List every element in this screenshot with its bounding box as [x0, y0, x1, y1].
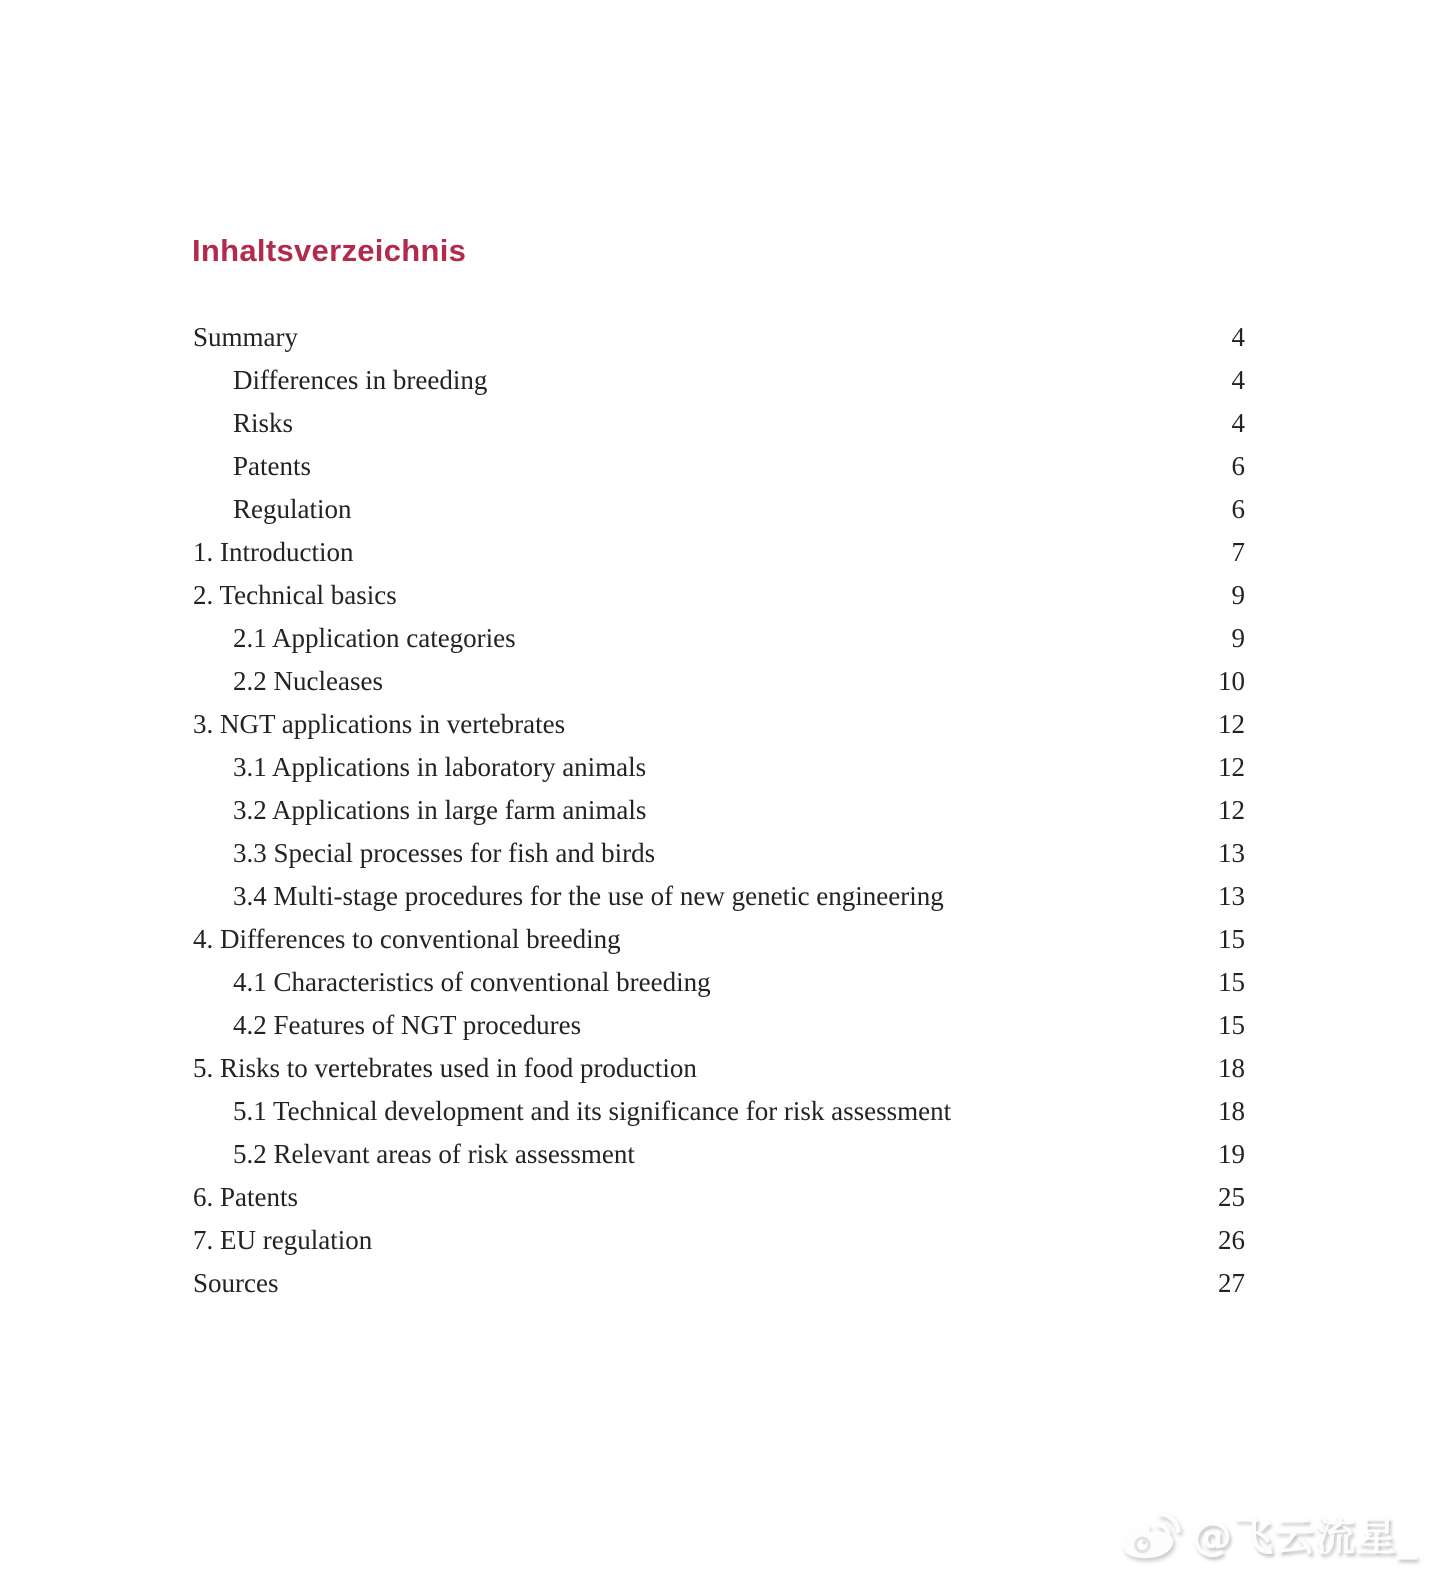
toc-entry-page: 9: [1231, 623, 1245, 653]
toc-entry[interactable]: [193, 359, 1245, 402]
toc-entry[interactable]: [193, 445, 1245, 488]
toc-entry-label[interactable]: 1. Introduction: [193, 537, 354, 567]
toc-entry[interactable]: [193, 1262, 1245, 1305]
weibo-icon: [1120, 1508, 1184, 1560]
toc-entry-label[interactable]: 4.1 Characteristics of conventional breeding: [233, 967, 711, 997]
toc-entry[interactable]: [193, 789, 1245, 832]
toc-entry-label[interactable]: 2.2 Nucleases: [233, 666, 383, 696]
toc-entry-label[interactable]: Patents: [233, 451, 311, 481]
toc-entry[interactable]: [193, 531, 1245, 574]
toc-entry[interactable]: [193, 316, 1245, 359]
toc-entry-page: 15: [1218, 924, 1245, 954]
toc-entry-page: 18: [1218, 1096, 1245, 1126]
toc-entry[interactable]: [193, 1090, 1245, 1133]
toc-entry[interactable]: [193, 402, 1245, 445]
toc-entry-label[interactable]: 3.3 Special processes for fish and birds: [233, 838, 656, 868]
toc-entry[interactable]: [193, 746, 1245, 789]
toc-entry-page: 27: [1218, 1268, 1245, 1298]
toc-entry[interactable]: [193, 660, 1245, 703]
toc-entry-label[interactable]: 5. Risks to vertebrates used in food production: [193, 1053, 697, 1083]
toc-entry-page: 12: [1218, 752, 1245, 782]
toc-entry-page: 26: [1218, 1225, 1245, 1255]
toc-entry-label[interactable]: Regulation: [233, 494, 352, 524]
toc-entry-page: 6: [1231, 451, 1245, 481]
toc-entry-label[interactable]: 2.1 Application categories: [233, 623, 516, 653]
toc-entry[interactable]: [193, 832, 1245, 875]
toc-entry[interactable]: [193, 574, 1245, 617]
page-title: Inhaltsverzeichnis: [192, 233, 467, 268]
toc-entry-page: 9: [1231, 580, 1245, 610]
toc-entry-page: 7: [1231, 537, 1245, 567]
toc-entry-label[interactable]: 3.1 Applications in laboratory animals: [233, 752, 647, 782]
toc-list: [193, 316, 1245, 1305]
toc-entry-label[interactable]: 4. Differences to conventional breeding: [193, 924, 621, 954]
watermark: [1120, 1505, 1418, 1562]
toc-entry[interactable]: [193, 1176, 1245, 1219]
toc-entry[interactable]: [193, 617, 1245, 660]
toc-entry-page: 10: [1218, 666, 1245, 696]
toc-entry-page: 15: [1218, 1010, 1245, 1040]
toc-entry-label[interactable]: Risks: [233, 408, 294, 438]
toc-entry[interactable]: [193, 918, 1245, 961]
toc-entry-page: 25: [1218, 1182, 1245, 1212]
toc-entry-label[interactable]: 3.4 Multi-stage procedures for the use of new genetic engineering: [233, 881, 944, 911]
toc-entry-page: 6: [1231, 494, 1245, 524]
toc-entry-label[interactable]: 5.1 Technical development and its significance for risk assessment: [233, 1096, 952, 1126]
toc-entry[interactable]: [193, 1004, 1245, 1047]
toc-entry-page: 12: [1218, 709, 1245, 739]
toc-entry-label[interactable]: 7. EU regulation: [193, 1225, 373, 1255]
toc-entry[interactable]: [193, 488, 1245, 531]
toc-entry-page: 12: [1218, 795, 1245, 825]
toc-entry[interactable]: [193, 875, 1245, 918]
toc-entry-page: 19: [1218, 1139, 1245, 1169]
toc-entry[interactable]: [193, 703, 1245, 746]
toc-entry-label[interactable]: 5.2 Relevant areas of risk assessment: [233, 1139, 635, 1169]
toc-entry-label[interactable]: Summary: [193, 322, 298, 352]
toc-entry-label[interactable]: Sources: [193, 1268, 279, 1298]
toc-entry-label[interactable]: 3.2 Applications in large farm animals: [233, 795, 647, 825]
watermark-text: @飞云流星_: [1192, 1514, 1418, 1560]
toc-entry-label[interactable]: Differences in breeding: [233, 365, 488, 395]
toc-entry[interactable]: [193, 1133, 1245, 1176]
toc-entry[interactable]: [193, 1219, 1245, 1262]
toc-entry-page: 18: [1218, 1053, 1245, 1083]
toc-entry-page: 4: [1231, 365, 1245, 395]
toc-entry[interactable]: [193, 1047, 1245, 1090]
toc-entry-label[interactable]: 3. NGT applications in vertebrates: [193, 709, 566, 739]
toc-entry-label[interactable]: 2. Technical basics: [193, 580, 397, 610]
toc-entry-page: 13: [1218, 881, 1245, 911]
toc-entry[interactable]: [193, 961, 1245, 1004]
toc-entry-page: 4: [1231, 322, 1245, 352]
toc-entry-page: 13: [1218, 838, 1245, 868]
toc-entry-page: 4: [1231, 408, 1245, 438]
toc-entry-label[interactable]: 6. Patents: [193, 1182, 298, 1212]
toc-entry-page: 15: [1218, 967, 1245, 997]
toc-entry-label[interactable]: 4.2 Features of NGT procedures: [233, 1010, 582, 1040]
